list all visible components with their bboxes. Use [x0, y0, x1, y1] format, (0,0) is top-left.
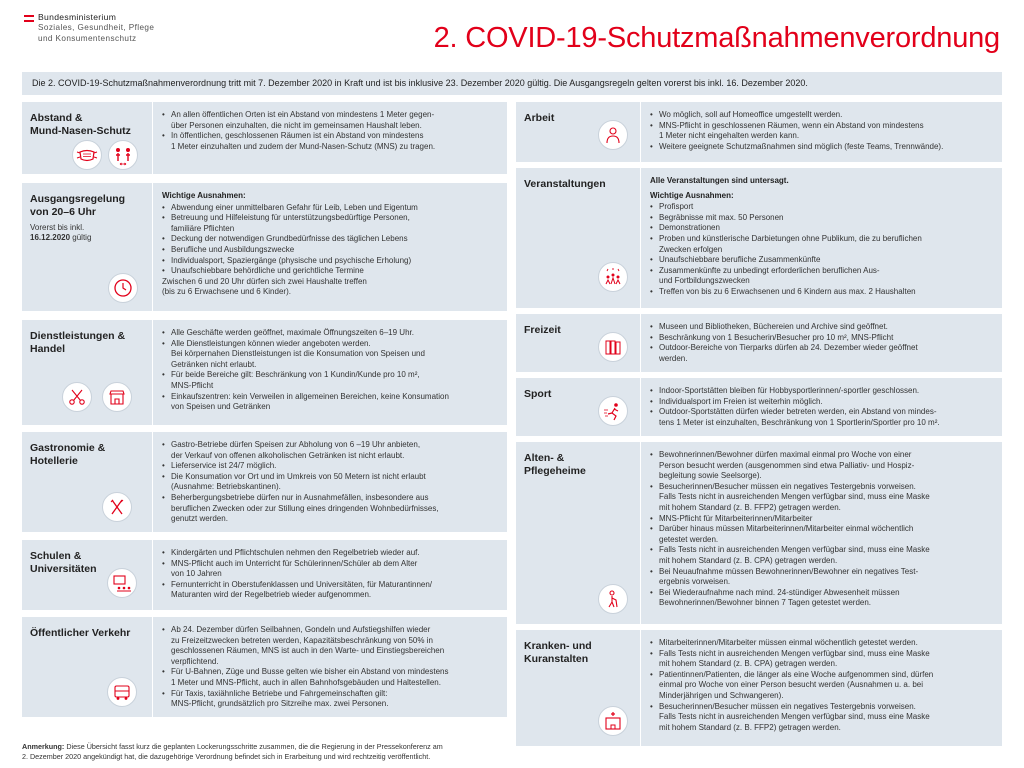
list-item: • Gastro-Betriebe dürfen Speisen zur Abholung von 6 –19 Uhr anbieten, der Verkauf von offenen alkoholischen Getränken ist nicht erlaubt.	[162, 440, 502, 461]
list-item: • Zusammenkünfte zu unbedingt erforderlichen beruflichen Aus- und Fortbildungszwecken	[650, 266, 1000, 287]
card-body	[650, 378, 1000, 436]
list-item: • Demonstrationen	[650, 223, 1000, 234]
card-gastronomie-hotellerie	[22, 432, 507, 532]
list-item: • Wo möglich, soll auf Homeoffice umgestellt werden.	[650, 110, 1000, 121]
card-oeffentlicher-verkehr	[22, 617, 507, 717]
card-body	[650, 630, 1000, 746]
list-item: • Für U-Bahnen, Züge und Busse gelten wie bisher ein Abstand von mindestens 1 Meter und MNS-Pflicht, auch in allen Bahnhofsgebäuden und Haltestellen.	[162, 667, 502, 688]
card-body	[162, 617, 502, 717]
list-item: • Unaufschiebbare behördliche und gerichtliche Termine	[162, 266, 502, 277]
list-item: • Alle Dienstleistungen können wieder angeboten werden. Bei körpernahen Dienstleistungen ist die Konsumation von Speisen und Getränken nicht erlaubt.	[162, 339, 502, 371]
list-item: • Für beide Bereiche gilt: Beschränkung von 1 Kundin/Kunde pro 10 m², MNS-Pflicht	[162, 370, 502, 391]
list-item: • Mitarbeiterinnen/Mitarbeiter müssen einmal wöchentlich getestet werden.	[650, 638, 1000, 649]
card-title: Abstand & Mund-Nasen-Schutz	[30, 112, 131, 137]
card-alten-pflegeheime	[516, 442, 1002, 624]
card-dienstleistungen-handel	[22, 320, 507, 425]
card-title: Alten- & Pflegeheime	[524, 452, 586, 477]
household-rule: Zwischen 6 und 20 Uhr dürfen sich zwei Haushalte treffen (bis zu 6 Erwachsene und 6 Kinder).	[162, 276, 367, 297]
logo-sub-line-1: Soziales, Gesundheit, Pflege	[38, 23, 155, 32]
list-item: • An allen öffentlichen Orten ist ein Abstand von mindestens 1 Meter gegen- über Personen einzuhalten, die nicht im gemeinsamen Haushalt leben.	[162, 110, 502, 131]
list-item: • Individualsport, Spaziergänge (physische und psychische Erholung)	[162, 256, 502, 267]
fork-knife-icon	[102, 492, 132, 522]
list-item: • Unaufschiebbare berufliche Zusammenkünfte	[650, 255, 1000, 266]
card-body	[650, 314, 1000, 372]
shop-icon	[102, 382, 132, 412]
list-item: • Falls Tests nicht in ausreichenden Mengen verfügbar sind, muss eine Maske mit hohem Standard (z. B. CPA) getragen werden.	[650, 545, 1000, 566]
logo-sub-line-2: und Konsumentenschutz	[38, 33, 137, 43]
card-title: Freizeit	[524, 324, 561, 336]
clock-icon	[108, 273, 138, 303]
list-item: • Patientinnen/Patienten, die länger als eine Woche aufgenommen sind, dürfen einmal pro Woche von einer Person besucht werden (Ausnahmen u. a. bei Minderjährigen und Schwangeren).	[650, 670, 1000, 702]
elderly-icon	[598, 584, 628, 614]
validity-note: Vorerst bis inkl. 16.12.2020 gültig	[30, 223, 92, 242]
card-body	[162, 432, 502, 532]
list-item: • Begräbnisse mit max. 50 Personen	[650, 213, 1000, 224]
classroom-icon	[107, 568, 137, 598]
card-title: Kranken- und Kuranstalten	[524, 640, 592, 665]
list-item: • Darüber hinaus müssen Mitarbeiterinnen/Mitarbeiter einmal wöchentlich getestet werden.	[650, 524, 1000, 545]
footnote: Anmerkung: Diese Übersicht fasst kurz die geplanten Lockerungsschritte zusammen, die die Regierung in der Pressekonferenz am 2. Dezember 2020 angekündigt hat, die dazugehörige Verordnung befindet sich in Erarbeitung und wird rechtzeitig veröffentlicht.	[22, 742, 443, 761]
mask-icon	[72, 140, 102, 170]
list-item: • Abwendung einer unmittelbaren Gefahr für Leib, Leben und Eigentum	[162, 203, 502, 214]
card-ausgangsregelung	[22, 183, 507, 311]
card-sport	[516, 378, 1002, 436]
list-item: • Betreuung und Hilfeleistung für unterstützungsbedürftige Personen, familiäre Pflichten	[162, 213, 502, 234]
card-body	[162, 540, 502, 610]
list-item: • Museen und Bibliotheken, Büchereien und Archive sind geöffnet.	[650, 322, 1000, 333]
ban-statement: Alle Veranstaltungen sind untersagt.	[650, 176, 789, 185]
list-item: • Die Konsumation vor Ort und im Umkreis von 50 Metern ist nicht erlaubt (Ausnahme: Betriebskantinen).	[162, 472, 502, 493]
card-title: Arbeit	[524, 112, 555, 124]
card-title: Sport	[524, 388, 552, 400]
hospital-icon	[598, 706, 628, 736]
distance-people-icon	[108, 140, 138, 170]
list-item: • Weitere geeignete Schutzmaßnahmen sind möglich (feste Teams, Trennwände).	[650, 142, 1000, 153]
list-item: • Für Taxis, taxiähnliche Betriebe und Fahrgemeinschaften gilt: MNS-Pflicht, grundsätzlich pro Sitzreihe max. zwei Personen.	[162, 689, 502, 710]
card-schulen-universitaeten	[22, 540, 507, 610]
card-title: Dienstleistungen & Handel	[30, 330, 126, 355]
list-item: • Individualsport im Freien ist weiterhin möglich.	[650, 397, 1000, 408]
card-abstand	[22, 102, 507, 174]
list-item: • Outdoor-Sportstätten dürfen wieder betreten werden, ein Abstand von mindes- tens 1 Meter ist einzuhalten, Beschränkung von 1 Sportlerin/Sportler pro 10 m².	[650, 407, 1000, 428]
list-item: • Outdoor-Bereiche von Tierparks dürfen ab 24. Dezember wieder geöffnet werden.	[650, 343, 1000, 364]
books-icon	[598, 332, 628, 362]
event-crowd-icon	[598, 262, 628, 292]
list-item: • Fernunterricht in Oberstufenklassen und Universitäten, für Maturantinnen/ Maturanten wird der Regelbetrieb wieder aufgenommen.	[162, 580, 502, 601]
list-item: • Berufliche und Ausbildungszwecke	[162, 245, 502, 256]
list-item: • Einkaufszentren: kein Verweilen in allgemeinen Bereichen, keine Konsumation von Speisen und Getränken	[162, 392, 502, 413]
card-kranken-kuranstalten	[516, 630, 1002, 746]
list-item: • Indoor-Sportstätten bleiben für Hobbysportlerinnen/-sportler geschlossen.	[650, 386, 1000, 397]
logo-main-text: Bundesministerium	[38, 12, 117, 22]
list-item: • Bei Neuaufnahme müssen Bewohnerinnen/Bewohner ein negatives Test- ergebnis vorweisen.	[650, 567, 1000, 588]
list-item: • MNS-Pflicht in geschlossenen Räumen, wenn ein Abstand von mindestens 1 Meter nicht eingehalten werden kann.	[650, 121, 1000, 142]
list-item: • Besucherinnen/Besucher müssen ein negatives Testergebnis vorweisen. Falls Tests nicht in ausreichenden Mengen verfügbar sind, muss eine Maske mit hohem Standard (z. B. FFP2) getragen werden.	[650, 702, 1000, 734]
card-freizeit	[516, 314, 1002, 372]
list-item: • Proben und künstlerische Darbietungen ohne Publikum, die zu beruflichen Zwecken erfolgen	[650, 234, 1000, 255]
list-item: • Beschränkung von 1 Besucherin/Besucher pro 10 m², MNS-Pflicht	[650, 333, 1000, 344]
card-body	[162, 183, 502, 311]
card-body	[650, 442, 1000, 624]
card-body	[162, 320, 502, 425]
exceptions-header: Wichtige Ausnahmen:	[162, 191, 246, 200]
card-title: Öffentlicher Verkehr	[30, 627, 131, 639]
list-item: • Falls Tests nicht in ausreichenden Mengen verfügbar sind, muss eine Maske mit hohem Standard (z. B. CPA) getragen werden.	[650, 649, 1000, 670]
austria-flag-icon	[24, 15, 34, 22]
card-title: Gastronomie & Hotellerie	[30, 442, 106, 467]
list-item: • In öffentlichen, geschlossenen Räumen ist ein Abstand von mindestens 1 Meter einzuhalten und zudem der Mund-Nasen-Schutz (MNS) zu tragen.	[162, 131, 502, 152]
card-arbeit	[516, 102, 1002, 162]
page-header	[0, 0, 1024, 66]
card-veranstaltungen	[516, 168, 1002, 308]
list-item: • Profisport	[650, 202, 1000, 213]
card-title: Ausgangsregelung von 20–6 Uhr	[30, 193, 126, 218]
running-icon	[598, 396, 628, 426]
list-item: • Lieferservice ist 24/7 möglich.	[162, 461, 502, 472]
list-item: • Treffen von bis zu 6 Erwachsenen und 6 Kindern aus max. 2 Haushalten	[650, 287, 1000, 298]
bus-icon	[107, 677, 137, 707]
list-item: • Deckung der notwendigen Grundbedürfnisse des täglichen Lebens	[162, 234, 502, 245]
list-item: • Kindergärten und Pflichtschulen nehmen den Regelbetrieb wieder auf.	[162, 548, 502, 559]
card-body	[162, 102, 502, 174]
list-item: • Alle Geschäfte werden geöffnet, maximale Öffnungszeiten 6–19 Uhr.	[162, 328, 502, 339]
list-item: • Bei Wiederaufnahme nach mind. 24-stündiger Abwesenheit müssen Bewohnerinnen/Bewohner binnen 7 Tagen getestet werden.	[650, 588, 1000, 609]
scissors-comb-icon	[62, 382, 92, 412]
card-body	[650, 168, 1000, 308]
list-item: • Bewohnerinnen/Bewohner dürfen maximal einmal pro Woche von einer Person besucht werden (ausgenommen sind etwa Palliativ- und Hospiz- begleitung sowie Seelsorge).	[650, 450, 1000, 482]
card-body	[650, 102, 1000, 162]
worker-icon	[598, 120, 628, 150]
list-item: • MNS-Pflicht für Mitarbeiterinnen/Mitarbeiter	[650, 514, 1000, 525]
list-item: • Ab 24. Dezember dürfen Seilbahnen, Gondeln und Aufstiegshilfen wieder zu Freizeitzwecken betreten werden, Kapazitätsbeschränkung von 50% in geschlossenen Räumen, MNS ist auch in den Warte- und Einstiegsbereichen verpflichtend.	[162, 625, 502, 667]
list-item: • Beherbergungsbetriebe dürfen nur in Ausnahmefällen, insbesondere aus beruflichen Zwecken oder zur Stillung eines dringenden Wohnbedürfnisses, genutzt werden.	[162, 493, 502, 525]
intro-banner: Die 2. COVID-19-Schutzmaßnahmenverordnung tritt mit 7. Dezember 2020 in Kraft und ist bis inklusive 23. Dezember 2020 gültig. Die Ausgangsregeln gelten vorerst bis inkl. 16. Dezember 2020.	[22, 72, 1002, 95]
page-title: 2. COVID-19-Schutzmaßnahmenverordnung	[433, 22, 1000, 54]
exceptions-header: Wichtige Ausnahmen:	[650, 190, 734, 200]
list-item: • Besucherinnen/Besucher müssen ein negatives Testergebnis vorweisen. Falls Tests nicht in ausreichenden Mengen verfügbar sind, muss eine Maske mit hohem Standard (z. B. FFP2) getragen werden.	[650, 482, 1000, 514]
list-item: • MNS-Pflicht auch im Unterricht für Schülerinnen/Schüler ab dem Alter von 10 Jahren	[162, 559, 502, 580]
card-title: Schulen & Universitäten	[30, 550, 97, 575]
card-title: Veranstaltungen	[524, 178, 606, 190]
